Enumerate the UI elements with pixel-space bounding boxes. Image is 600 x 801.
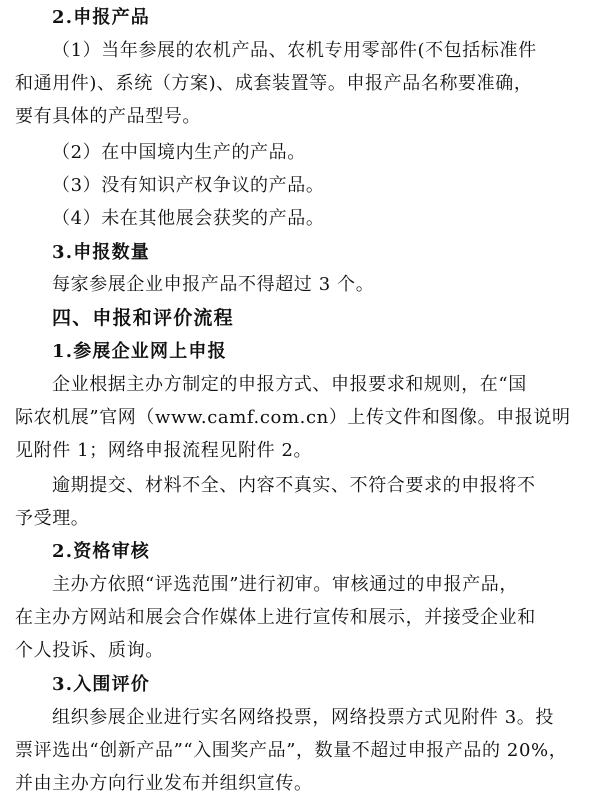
paragraph-line: （2）在中国境内生产的产品。 bbox=[52, 142, 306, 163]
paragraph-line: （1）当年参展的农机产品、农机专用零部件(不包括标准件 bbox=[52, 40, 537, 61]
section-heading-apply-quantity: 3.申报数量 bbox=[52, 242, 150, 263]
paragraph-line: 票评选出“创新产品”“入围奖产品”，数量不超过申报产品的 20%， bbox=[15, 740, 568, 761]
paragraph-line: （4）未在其他展会获奖的产品。 bbox=[52, 208, 325, 229]
paragraph-line: 要有具体的产品型号。 bbox=[15, 106, 201, 127]
paragraph-line: 在主办方网站和展会合作媒体上进行宣传和展示，并接受企业和 bbox=[15, 607, 536, 628]
paragraph-line: 并由主办方向行业发布并组织宣传。 bbox=[15, 773, 313, 794]
section-heading-shortlist: 3.入围评价 bbox=[52, 674, 150, 695]
paragraph-line: 主办方依照“评选范围”进行初审。审核通过的申报产品， bbox=[52, 574, 519, 595]
section-heading-qualification: 2.资格审核 bbox=[52, 541, 150, 562]
paragraph-line: 每家参展企业申报产品不得超过 3 个。 bbox=[52, 274, 375, 295]
paragraph-line: 企业根据主办方制定的申报方式、申报要求和规则，在“国 bbox=[52, 374, 527, 395]
paragraph-line: 组织参展企业进行实名网络投票，网络投票方式见附件 3。投 bbox=[52, 707, 554, 728]
paragraph-line: 见附件 1；网络申报流程见附件 2。 bbox=[15, 440, 313, 461]
paragraph-line: 予受理。 bbox=[15, 508, 90, 529]
section-heading-apply-products: 2.申报产品 bbox=[52, 7, 150, 28]
chapter-heading-process: 四、申报和评价流程 bbox=[52, 307, 234, 329]
paragraph-line: 个人投诉、质询。 bbox=[15, 640, 164, 661]
paragraph-line: 逾期提交、材料不全、内容不真实、不符合要求的申报将不 bbox=[52, 475, 536, 496]
paragraph-line: （3）没有知识产权争议的产品。 bbox=[52, 175, 325, 196]
section-heading-online-apply: 1.参展企业网上申报 bbox=[52, 341, 227, 362]
paragraph-line: 际农机展”官网（www.camf.com.cn）上传文件和图像。申报说明 bbox=[15, 407, 571, 428]
paragraph-line: 和通用件)、系统（方案)、成套装置等。申报产品名称要准确， bbox=[15, 73, 533, 94]
